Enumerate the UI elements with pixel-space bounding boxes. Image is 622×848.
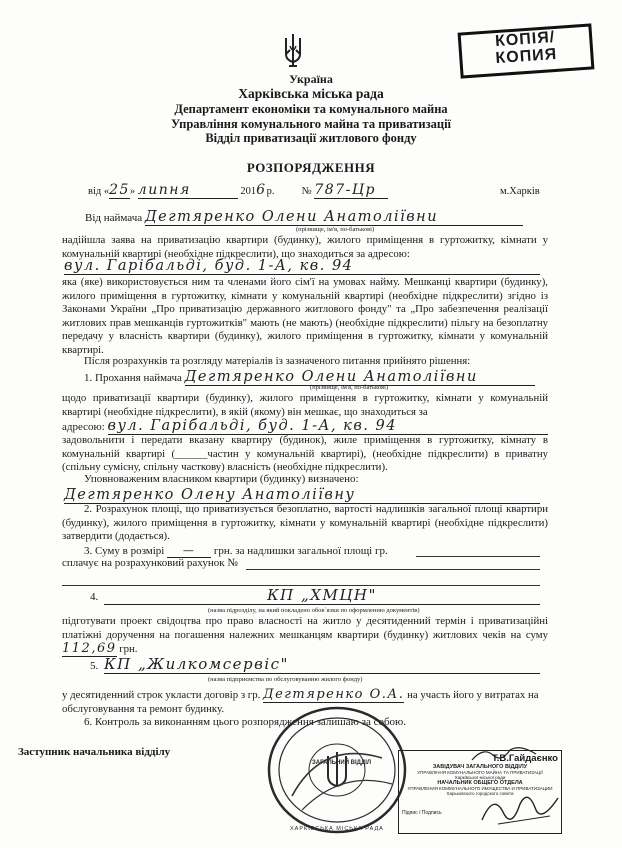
tenant-name: Дегтяренко Олени Анатоліївни [145,209,523,226]
item1-caption: (прізвище, ім'я, по-батькові) [310,384,389,391]
item3-label: 3. Суму в розмірі [84,545,165,557]
rect-stamp-line-3: УПРАВЛІННЯ КОМУНАЛЬНОГО МАЙНА ТА ПРИВАТИЗАЦІЇ [417,770,543,775]
paragraph-area-calculation: 2. Розрахунок площі, що приватизується безоплатно, вартості надлишків загальної площі квартири (будинку), жилого приміщення в гуртожитку, кімнати у комунальній квартирі (необхідне підкреслити) затвердити (додається). [62,503,548,543]
round-seal-icon [262,700,412,840]
item3-dash: — [167,544,211,558]
city: м.Харків [500,186,540,197]
rect-stamp-line-4: Харківської міської ради [454,775,506,780]
header-directorate: Управління комунального майна та приватизації [170,117,452,131]
signer-title: Заступник начальника відділу [18,746,171,758]
paragraph-contract-end: на участь його у витратах на обслуговування та ремонт будинку. [62,689,539,715]
round-seal-text: ХАРКІВСЬКА МІСЬКА РАДА [290,826,384,832]
copy-stamp-line-1: КОПІЯ/ [494,28,556,51]
date-month: липня [138,182,238,199]
rect-stamp-line-6: УПРАВЛЕНИЯ КОММУНАЛЬНОГО ИМУЩЕСТВА И ПРИВАТИЗАЦИИ [407,786,553,791]
rect-stamp-line-2: ЗАВІДУВАЧ ЗАГАЛЬНОГО ВІДДІЛУ [432,764,528,770]
copy-stamp [458,23,595,78]
item5-label: 5. [90,660,99,672]
ukraine-trident-icon [282,32,304,68]
paragraph-application: надійшла заява на приватизацію квартири (будинку), жилого приміщення в гуртожитку, кімнати у комунальній квартирі (необхідне підкреслити), що знаходиться за адресою: [62,234,548,260]
number-label: № [301,186,312,197]
item4-label: 4. [90,591,99,603]
item4-org: КП „ХМЦН" [104,586,540,605]
handwritten-signature-icon [478,784,562,830]
document-type-title: РОЗПОРЯДЖЕННЯ [246,160,376,175]
paragraph-certificate [62,615,548,657]
date-year-prefix: 201 [240,186,257,197]
paragraph-certificate-text: підготувати проект свідоцтва про право власності на житло у десятиденний термін і приватизаційні платіжні доручення на погашення належних мешканцям квартири (будинку) житлових чеків на суму [62,615,548,641]
paragraph-contract-start: у десятиденний строк укласти договір з гр. [62,689,261,701]
item1-name: Дегтяренко Олени Анатоліївни [185,369,535,386]
rect-stamp-line-5: НАЧАЛЬНИК ОБЩЕГО ОТДЕЛА [437,780,523,786]
address2-line [62,418,548,435]
item3-name-line [416,556,540,557]
date-year-digit: 6 [256,182,267,198]
pay-label: сплачує на розрахунковий рахунок № [62,557,238,569]
header-department: Департамент економіки та комунального майна [174,102,448,116]
owner-label: Уповноваженим власником квартири (будинку) визначено: [84,473,359,485]
item5-caption: (назва підприємства по обслуговуванню жилого фонду) [208,676,363,683]
rect-stamp-line-7: Харьковского городского совета [446,791,514,796]
address: вул. Гарібальді, буд. 1-А, кв. 94 [64,258,540,275]
address2-label: адресою: [62,421,105,433]
cheque-amount-suffix: грн. [119,643,138,656]
header-council: Харківська міська рада [238,86,384,101]
paragraph-transfer: задовольнити і передати вказану квартиру (будинок), жиле приміщення в гуртожитку, кімнату в комунальній квартирі (______частин у комунальній квартирі), (необхідне підкреслити) в приватну (спільну сумісну, спільну часткову) власність (необхідне підкреслити). [62,434,548,474]
from-label: Від наймача [85,212,143,224]
date-year-suffix: р. [266,186,275,197]
item6-control: 6. Контроль за виконанням цього розпорядження залишаю за собою. [84,716,407,728]
paragraph-privatization: щодо приватизації квартири (будинку), жилого приміщення в гуртожитку, кімнати у комунальній квартирі (необхідне підкреслити), в якій (якому) він мешкає, що знаходиться за [62,392,548,418]
item4-caption: (назва підрозділу, на який покладено обов`язки по оформленню документів) [208,607,420,614]
item5-org: КП „Жилкомсервіс" [104,655,540,674]
from-tenant-line [85,209,523,226]
pay-account-line [246,569,540,570]
date-prefix: від « [88,186,110,197]
contract-person: Дегтяренко О.А. [263,687,405,702]
rect-stamp-line-1: Т.В.Гайдаєнко [492,753,558,764]
item1-label: 1. Прохання наймача [84,372,182,384]
address2: вул. Гарібальді, буд. 1-А, кв. 94 [108,418,548,435]
round-seal-inner: ЗАГАЛЬНИЙ ВІДДІЛ [312,760,372,766]
date-line [88,182,388,199]
copy-stamp-line-2: КОПИЯ [495,45,558,68]
date-mid: » [129,186,136,197]
stamp-signature-scribble-icon [470,744,540,764]
header-country: Україна [289,72,333,86]
owner-name: Дегтяренко Олену Анатоліївну [64,487,540,504]
paragraph-usage: яка (яке) використовується ним та членами його сім'ї на умовах найму. Мешканці квартири (будинку), жилого приміщення в гуртожитку, кімнати у комунальній квартирі (необхідне підкреслити) згідно із Законами України „Про приватизацію державного житлового фонду" та „Про забезпечення реалізації житлових прав мешканців гуртожитків" мають (не мають) (необхідне підкреслити) пільгу на безоплатну передачу у власність квартири (будинку), жилого приміщення в гуртожитку, кімнати у комунальній квартирі. [62,276,548,356]
item3-rest: грн. за надлишки загальної площі гр. [213,545,388,557]
item3-line [84,544,388,558]
paragraph-decision-intro: Після розрахунків та розгляду матеріалів із зазначеного питання прийнято рішення: [84,355,471,367]
header-division: Відділ приватизації житлового фонду [205,131,417,145]
date-day: 25 [109,182,130,198]
rect-stamp-line-8: Підпис / Подпись [402,810,442,816]
number-value: 787-Цр [314,182,388,199]
tenant-name-caption: (прізвище, ім'я, по-батькові) [296,226,375,233]
cheque-amount: 112,69 [62,641,117,657]
